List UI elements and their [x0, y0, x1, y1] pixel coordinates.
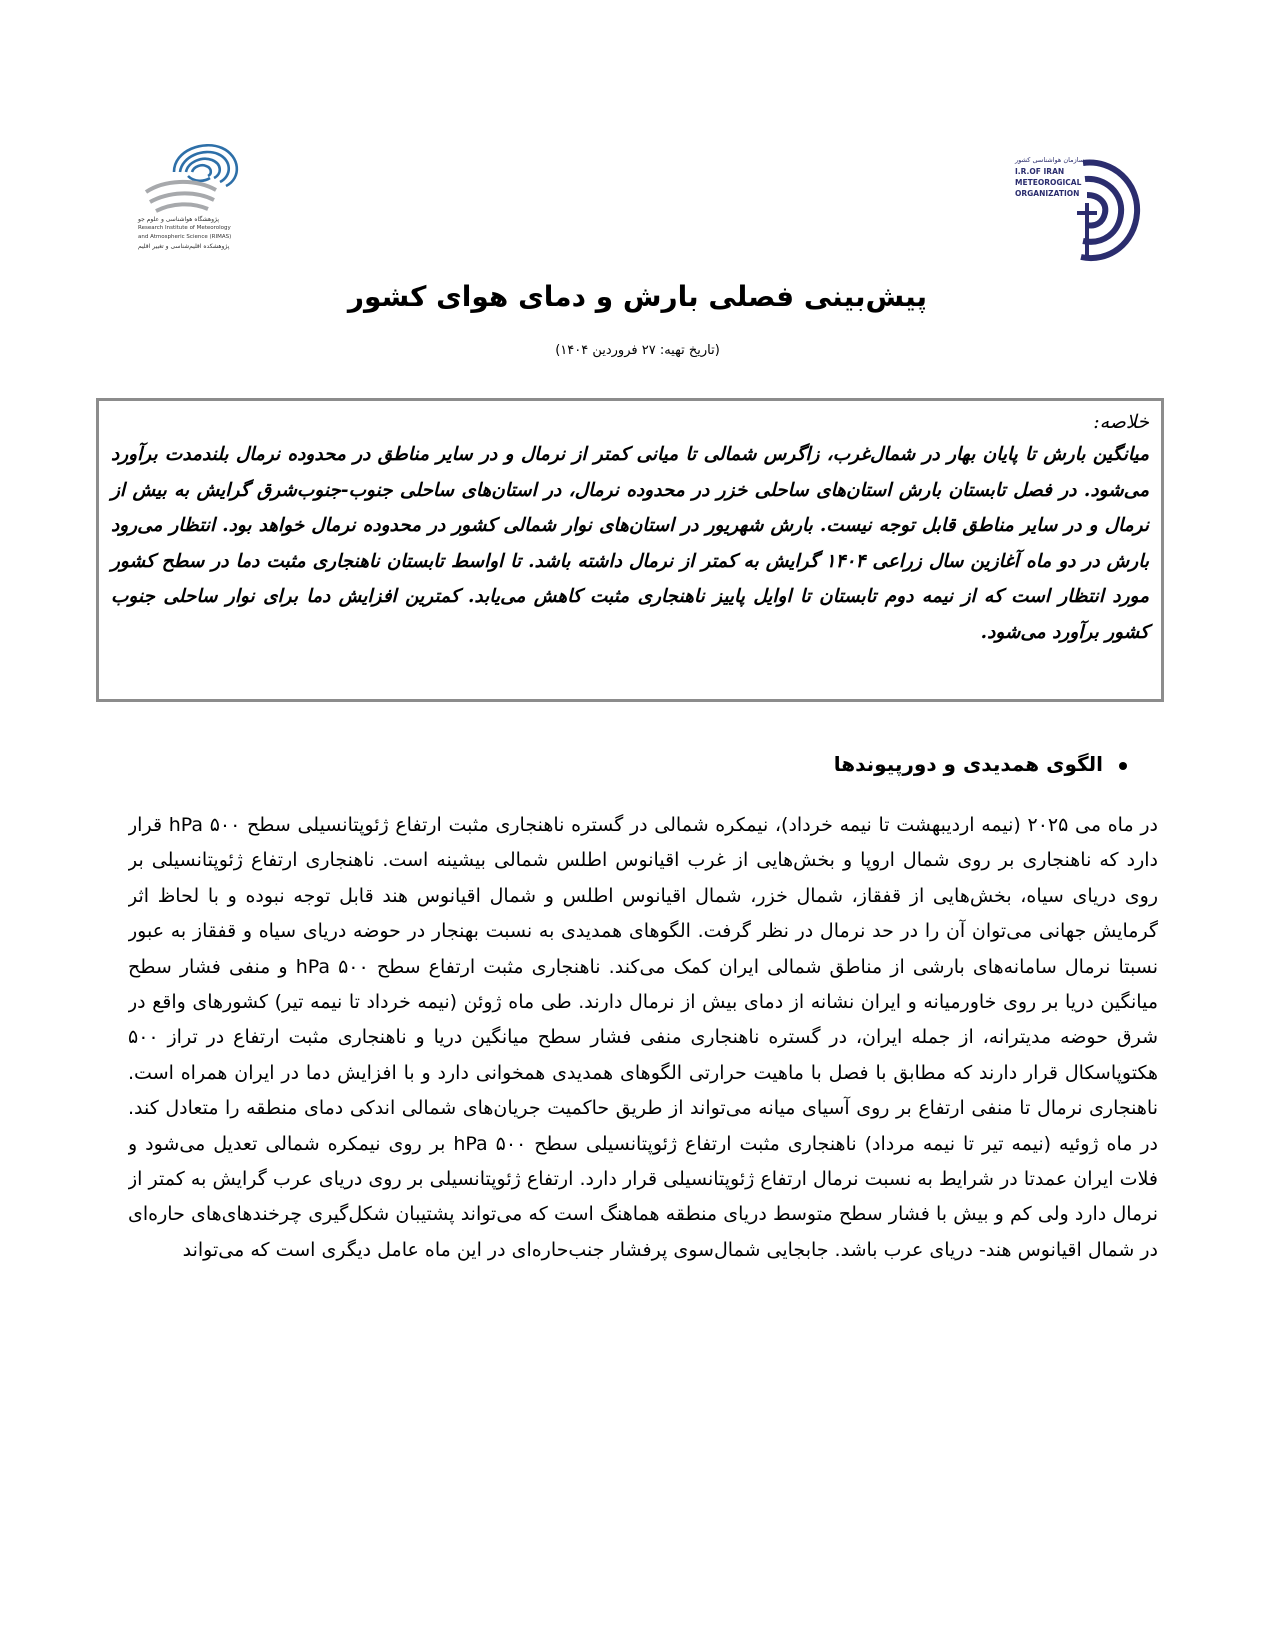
irimo-caption [1015, 155, 1097, 199]
section-heading [227, 752, 1127, 776]
bullet-icon [1119, 762, 1127, 770]
page-title: پیش‌بینی فصلی بارش و دمای هوای کشور [347, 280, 928, 313]
irimo-caption-en-2: METEOROGICAL [1015, 178, 1082, 187]
irimo-caption-en-3: ORGANIZATION [1015, 189, 1080, 198]
rimas-caption-en-2: and Atmospheric Science (RIMAS) [138, 234, 232, 240]
summary-text: میانگین بارش تا پایان بهار در شمال‌غرب، زاگرس شمالی تا میانی کمتر از نرمال و در سایر مناطق در محدوده نرمال بلندمدت برآورد می‌شود. در فصل تابستان بارش استان‌های ساحلی خزر در محدوده نرمال، در استان‌های ساحلی جنوب-جنوب‌شرق گرایش به بیش از نرمال و در سایر مناطق قابل توجه نیست. بارش شهریور در استان‌های نوار شمالی کشور در محدوده نرمال خواهد بود. انتظار می‌رود بارش در دو ماه آغازین سال زراعی ۱۴۰۴ گرایش به کمتر از نرمال داشته باشد. تا اواسط تابستان ناهنجاری مثبت دما در سطح کشور مورد انتظار است که از نیمه دوم تابستان تا اوایل پاییز ناهنجاری مثبت کاهش می‌یابد. کمترین افزایش دما برای نوار ساحلی جنوب کشور برآورد می‌شود. [111, 444, 1149, 643]
rimas-logo [138, 132, 248, 272]
summary-label: خلاصه: [1093, 411, 1149, 433]
preparation-date: (تاریخ تهیه: ۲۷ فروردین ۱۴۰۴) [555, 343, 720, 358]
summary-box [96, 398, 1164, 702]
irimo-caption-fa: سازمان هواشناسی کشور [1015, 156, 1085, 164]
irimo-caption-en-1: I.R.OF IRAN [1015, 167, 1065, 176]
rimas-caption-en-1: Research Institute of Meteorology [138, 225, 231, 231]
rimas-caption-fa-2: پژوهشکده اقلیم‌شناسی و تغییر اقلیم [138, 243, 230, 250]
section-heading-text: الگوی همدیدی و دورپیوندها [833, 752, 1103, 776]
section-paragraph: در ماه می ۲۰۲۵ (نیمه اردیبهشت تا نیمه خرداد)، نیمکره شمالی در گستره ناهنجاری مثبت ارتفاع ژئوپتانسیلی سطح ۵۰۰ hPa قرار دارد که ناهنجاری بر روی شمال اروپا و بخش‌هایی از غرب اقیانوس اطلس شمالی بیشینه است. ناهنجاری ارتفاع ژئوپتانسیلی بر روی دریای سیاه، بخش‌هایی از قفقاز، شمال خزر، شمال اقیانوس اطلس و شمال اقیانوس هند قابل توجه نبوده و با لحاظ اثر گرمایش جهانی می‌توان آن را در حد نرمال در نظر گرفت. الگوهای همدیدی به نسبت بهنجار در حوضه دریای سیاه و قفقاز به عبور نسبتا نرمال سامانه‌های بارشی از مناطق شمالی ایران کمک می‌کند. ناهنجاری مثبت ارتفاع سطح ۵۰۰ hPa و منفی فشار سطح میانگین دریا بر روی خاورمیانه و ایران نشانه از دمای بیش از نرمال دارند. طی ماه ژوئن (نیمه خرداد تا نیمه تیر) کشورهای واقع در شرق حوضه مدیترانه، از جمله ایران، در گستره ناهنجاری منفی فشار سطح میانگین دریا و ناهنجاری مثبت ارتفاع در تراز ۵۰۰ هکتوپاسکال قرار دارند که مطابق با فصل با ماهیت حرارتی الگوهای همدیدی همخوانی دارد و با افزایش دما در ایران همراه است. ناهنجاری نرمال تا منفی ارتفاع بر روی آسیای میانه می‌تواند از طریق حاکمیت جریان‌های شمالی اندکی دمای منطقه را متعادل کند. در ماه ژوئیه (نیمه تیر تا نیمه مرداد) ناهنجاری مثبت ارتفاع ژئوپتانسیلی سطح ۵۰۰ hPa بر روی نیمکره شمالی تعدیل می‌شود و فلات ایران عمدتا در شرایط به نسبت نرمال ارتفاع ژئوپتانسیلی قرار دارد. ارتفاع ژئوپتانسیلی بر روی دریای عرب گرایش به کمتر از نرمال دارد ولی کم و بیش با فشار سطح متوسط دریای منطقه هماهنگ است که می‌تواند پشتیبان شکل‌گیری چرخندهای‌های حاره‌ای در شمال اقیانوس هند- دریای عرب باشد. جابجایی شمال‌سوی پرفشار جنب‌حاره‌ای در این ماه عامل دیگری است که می‌تواند [128, 814, 1158, 1261]
rimas-swirl-icon [144, 132, 248, 214]
rimas-caption-fa: پژوهشگاه هواشناسی و علوم جو [138, 216, 220, 223]
irimo-logo [1015, 155, 1145, 275]
